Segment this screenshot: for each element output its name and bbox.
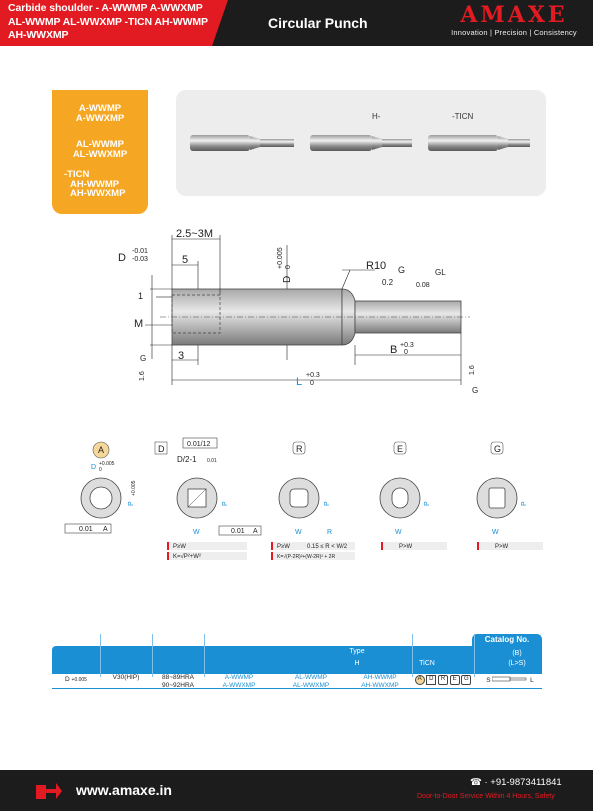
big-d-tol-bottom: 0 [285, 265, 292, 269]
delivery-icon [34, 779, 62, 803]
section-d-tol: 0.01/12 [187, 441, 211, 448]
pins-photo-panel [176, 90, 546, 196]
m-label: M [134, 318, 144, 330]
section-d [155, 438, 261, 560]
section-a [65, 442, 137, 533]
b-tol-top: +0.3 [400, 342, 414, 349]
section-r-note: P≥W [277, 544, 290, 550]
length-label: 2.5~3M [176, 228, 213, 240]
col-divider [204, 634, 205, 677]
hardness-value: 88~89HRA [162, 674, 194, 681]
service-tagline: Door-to-Door Service Within 4 Hours, Safety [417, 793, 555, 800]
section-d-dim-tol: 0.01 [207, 458, 217, 464]
section-r-r: R [327, 529, 333, 536]
section-g-letter: G [494, 444, 502, 454]
col-divider [474, 634, 475, 677]
g-label: G [398, 265, 406, 275]
type-label: AL-WWMP [75, 139, 124, 150]
punch-photo-h [310, 135, 412, 151]
col-h: H [354, 660, 360, 667]
type-code: AH-WWXMP [361, 681, 399, 689]
col-divider [152, 634, 153, 677]
section-d-dim: D/2-1 [177, 455, 197, 464]
d-label: D [118, 252, 126, 264]
catalog-tab: Catalog No. [472, 634, 542, 646]
hardness-value: 90~92HRA [162, 681, 194, 689]
shape-badge: G [461, 675, 471, 685]
cell-type3 [348, 674, 412, 689]
gl-tol: 0.08 [416, 282, 430, 289]
cell-hardness [152, 674, 204, 689]
cell-type1 [204, 674, 274, 689]
dim-3: 3 [178, 350, 185, 362]
section-d-letter: D [158, 444, 165, 454]
type-list-box [52, 90, 148, 214]
table-row[interactable] [52, 674, 542, 689]
punch-photo-a [190, 135, 294, 151]
l-label: L [296, 376, 303, 388]
cell-shapes [412, 675, 474, 685]
section-e-w: W [395, 529, 402, 536]
logo-wordmark: AMAXE [460, 2, 568, 28]
big-d-tol: +0.005 [277, 247, 284, 269]
type-label: AH-WWXMP [70, 188, 126, 199]
rough-right: 1.6 [469, 365, 476, 375]
section-g-w: W [492, 529, 499, 536]
shape-badge: D [426, 675, 436, 685]
section-a-flat: 0.01 [79, 526, 93, 533]
col-b: (B) [512, 650, 522, 657]
cell-punch-icon [480, 676, 540, 685]
section-d-ref: A [253, 528, 258, 535]
section-e [380, 442, 447, 550]
type-group-a [52, 104, 148, 123]
type-code: AL-WWMP [294, 674, 328, 681]
phone-icon: ☎ · [470, 777, 491, 788]
cell-type2 [274, 674, 348, 689]
section-a-p: P [128, 501, 135, 506]
gl-label: GL [435, 268, 446, 277]
type-code: AH-WWMP [363, 674, 397, 681]
g-mark-left: G [140, 354, 147, 363]
dim-1: 1 [138, 291, 144, 301]
punch-icon [492, 676, 528, 682]
section-d-w: W [193, 529, 200, 536]
section-a-ref: A [103, 526, 108, 533]
section-g-p: P [521, 501, 528, 506]
section-e-p: P [424, 501, 431, 506]
rough-left: 1.6 [139, 371, 146, 381]
dim-5: 5 [182, 254, 189, 266]
phone-number[interactable] [470, 777, 562, 788]
section-g [477, 442, 543, 550]
type-code: A-WWXMP [222, 681, 256, 689]
section-a-tol-bottom: 0 [99, 467, 102, 473]
punch-photo-ticn [428, 135, 530, 151]
section-d-note: K=√P²+W² [173, 554, 201, 560]
section-a-tol-top: +0.005 [99, 461, 115, 467]
g-mark-right: G [472, 386, 479, 395]
cross-sections [55, 436, 575, 566]
pin-label-ticn: -TICN [452, 112, 474, 121]
punch-body [160, 289, 470, 345]
b-tol-bottom: 0 [404, 349, 408, 356]
type-label: A-WWMP [78, 103, 122, 114]
header-bar [0, 0, 593, 46]
pin-label-h: H- [372, 112, 381, 121]
d-tol-top: -0.01 [132, 248, 148, 255]
section-e-note: P>W [399, 544, 413, 550]
l-tol-bottom: 0 [310, 380, 314, 387]
g-tol: 0.2 [382, 278, 394, 287]
spec-table [52, 634, 542, 689]
type-code: A-WWMP [224, 674, 254, 681]
big-d-label: D [282, 275, 293, 283]
section-a-letter: A [98, 445, 105, 455]
section-r-w: W [295, 529, 302, 536]
section-r-p: P [324, 501, 331, 506]
col-ticn: TiCN [419, 660, 435, 667]
header-title [8, 2, 223, 43]
section-r [271, 442, 355, 560]
section-d-p: P [222, 501, 229, 506]
type-code: AL-WWXMP [292, 681, 330, 689]
section-d-note: P≥W [173, 544, 186, 550]
footer-bar [0, 770, 593, 811]
l-label: L [530, 677, 534, 684]
type-label: AH-WWMP [70, 178, 120, 190]
section-r-note: 0.15 ≤ R < W/2 [307, 544, 348, 550]
brand-logo[interactable] [444, 3, 584, 37]
section-a-d: D [91, 464, 97, 471]
phone-text: +91-9873411841 [490, 777, 562, 788]
header-title-line: AL-WWMP AL-WWXMP -TICN AH-WWMP [8, 15, 208, 28]
shape-badge: E [450, 675, 460, 685]
shape-badge: A [415, 675, 425, 685]
cell-d [52, 676, 100, 685]
cell-material: V30(HIP) [112, 674, 140, 681]
type-label: AL-WWXMP [72, 148, 128, 160]
cell-d-tol: +0.005 [71, 677, 87, 683]
website-link[interactable]: www.amaxe.in [76, 782, 172, 798]
type-group-ah [52, 170, 148, 199]
section-e-letter: E [397, 444, 404, 454]
section-g-note: P>W [495, 544, 509, 550]
col-ls: (L>S) [508, 660, 526, 667]
d-tol-bottom: -0.03 [132, 256, 148, 263]
table-header [52, 646, 542, 674]
punch-photos [176, 90, 546, 196]
type-header: Type [349, 648, 365, 655]
r10-label: R10 [366, 260, 387, 272]
punch-drawing [90, 225, 490, 395]
header-title-line: AH-WWXMP [8, 29, 69, 41]
b-label: B [390, 344, 398, 356]
section-r-letter: R [296, 444, 303, 454]
type-label: A-WWXMP [75, 112, 125, 124]
product-title: Circular Punch [268, 15, 368, 31]
logo-tagline: Innovation | Precision | Consistency [451, 28, 577, 37]
col-divider [100, 634, 101, 677]
header-title-line: Carbide shoulder - A-WWMP A-WWXMP [8, 2, 203, 14]
l-tol-top: +0.3 [306, 372, 320, 379]
section-d-flat: 0.01 [231, 528, 245, 535]
col-divider [412, 634, 413, 677]
s-label: S [486, 677, 491, 684]
type-group-al [52, 140, 148, 159]
section-a-p-tol: +0.005 [131, 480, 137, 496]
cell-d-label: D [65, 676, 70, 683]
shape-badge: R [438, 675, 448, 685]
type-label: -TICN [64, 169, 90, 180]
section-r-note: K=√(P-2R)²+(W-2R)² + 2R [277, 554, 336, 560]
